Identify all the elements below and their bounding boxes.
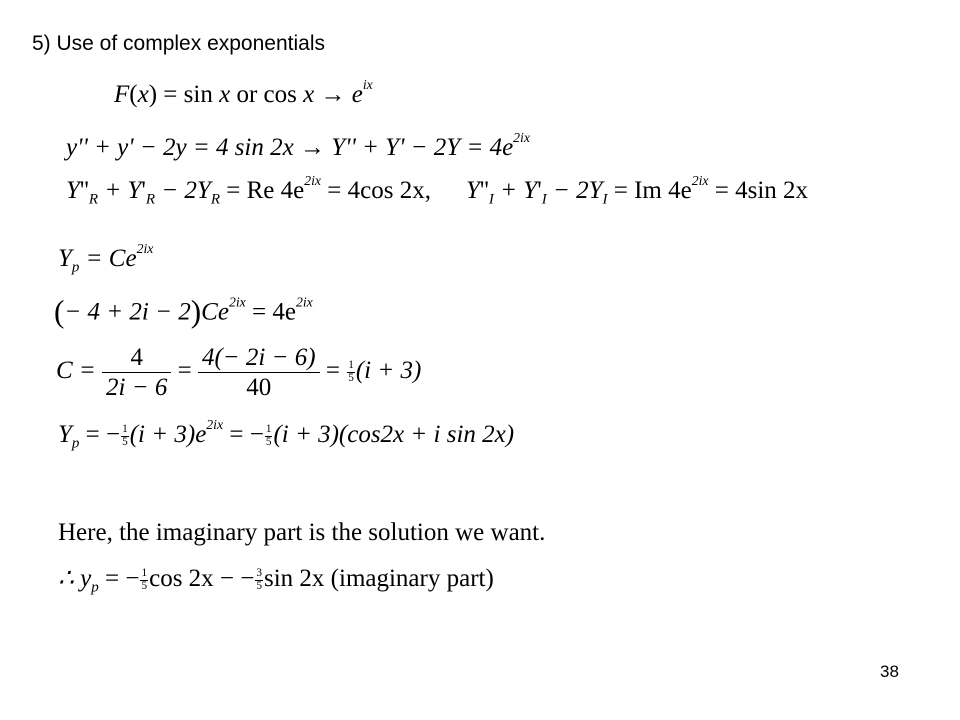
equation-substitution: (− $4 + 2i - 2)Ce^{2ix} = 4e^{2ix}$ (54, 294, 313, 329)
equation-coefficient-c: C = $\frac{4}{2i - 6}$ = $\frac{4(- 2i - 6)}{40}$ = $\frac{1}{5}$ (i + 3) (56, 344, 422, 401)
fraction-three-fifths: $\frac{3}{5}$ (256, 566, 262, 592)
equation-real-imaginary-parts: $Y''_R + Y'_R - 2Y_R = Re$ $4e^{2ix} = 4\cos$ 2x, (66, 172, 431, 208)
page-number: 38 (880, 662, 899, 681)
fraction-rationalized: $\frac{4(- 2i - 6)}{40}$ (198, 345, 320, 400)
fraction-one-fifth: $\frac{1}{5}$ (348, 359, 354, 384)
equation-trial-solution: $Y_p = Ce^{2ix}$ (58, 240, 154, 276)
fraction-one-fifth: $\frac{1}{5}$ (141, 566, 148, 592)
fraction-one-fifth: $\frac{1}{5}$ (122, 422, 128, 448)
equation-imaginary-part: $Y''_I + Y'_I - 2Y_I = Im$ $4e^{2ix} = 4\sin$ 2x (466, 172, 809, 208)
equation-particular-solution: $Y_p$ = − $\frac{1}{5}$ $(i + 3)e^{2ix}$ = − $\frac{1}{5}$ (i + 3)(cos2x + i sin 2x) (58, 416, 515, 452)
fraction-4-over-2i-6: $\frac{4}{2i - 6}$ (102, 345, 171, 400)
fraction-one-fifth: $\frac{1}{5}$ (265, 422, 272, 448)
equation-complex-substitution: F(x) = sin x or $\cos x \to e^{ix}$ (114, 76, 373, 108)
statement-imaginary-part: Here, the imaginary part is the solution we want. (58, 519, 546, 546)
equation-final-solution: ∴ $y_p$ = − $\frac{1}{5}$ cos 2x − − $\frac{3}{5}$ sin 2x (imaginary part) (58, 565, 494, 596)
equation-ode-complexified: y'' + y' − 2y = 4 $\sin 2x \to Y'' + Y' - 2Y = 4e^{2ix}$ (66, 129, 530, 161)
slide-title: 5) Use of complex exponentials (32, 32, 325, 55)
